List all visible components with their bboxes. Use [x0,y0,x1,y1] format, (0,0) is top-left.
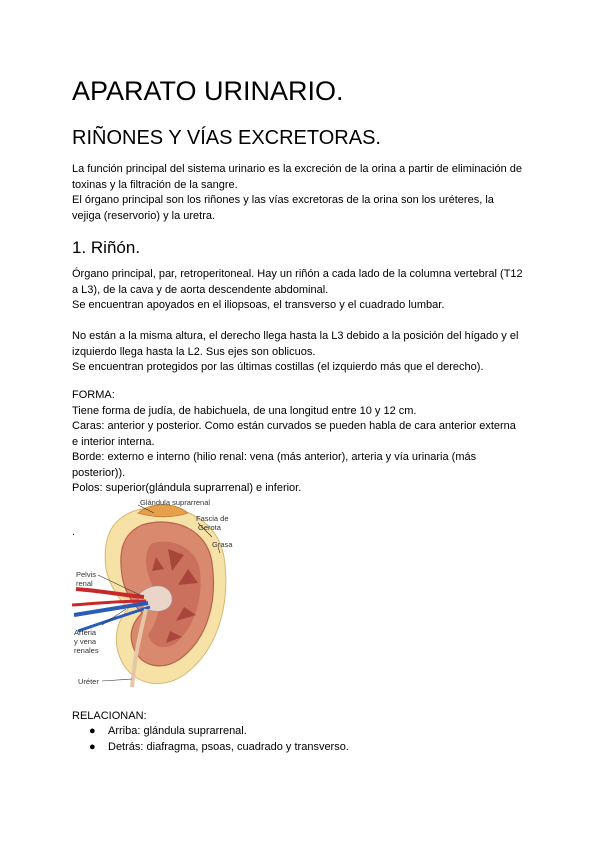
bullet-icon: ● [89,725,96,737]
text-line: Se encuentran apoyados en el iliopsoas, el transverso y el cuadrado lumbar. [72,299,445,311]
label-suprarrenal: Glándula suprarrenal [140,498,211,507]
text-line: Polos: superior(glándula suprarrenal) e inferior. [72,482,302,494]
label-fascia-1: Fascia de [196,514,229,523]
label-arteria-2: y vena [74,637,97,646]
paragraph-organo [72,267,532,314]
label-arteria-3: renales [74,646,99,655]
stray-dot: . [72,526,76,538]
page-title: APARATO URINARIO. [72,76,344,106]
paragraph-altura [72,329,532,376]
label-ureter: Uréter [78,677,99,686]
list-item [72,740,349,756]
label-pelvis-1: Pelvis [76,570,97,579]
text-line: Borde: externo e interno (hilio renal: vena (más anterior), arteria y vía urinaria (más [72,451,477,463]
label-grasa: Grasa [212,540,233,549]
list-item-text: Arriba: glándula suprarrenal. [108,725,247,737]
text-line: Órgano principal, par, retroperitoneal. Hay un riñón a cada lado de la columna vertebral (T12 [72,268,523,280]
text-line: Se encuentran protegidos por las últimas costillas (el izquierdo más que el derecho). [72,361,484,373]
bullet-icon: ● [89,740,96,753]
label-fascia-2: Gerota [198,523,221,532]
text-line: El órgano principal son los riñones y las vías excretoras de la orina son los uréteres, la [72,194,494,206]
text-line: toxinas y la filtración de la sangre. [72,178,238,191]
section-heading-rinon: 1. Riñón. [72,238,141,257]
text-line: No están a la misma altura, el derecho llega hasta la L3 debido a la posición del hígado y el [72,330,519,342]
text-line: Caras: anterior y posterior. Como están curvados se pueden habla de cara anterior externa [72,420,516,432]
text-line: vejiga (reservorio) y la uretra. [72,209,216,222]
text-line: e interior interna. [72,435,155,448]
text-line: posterior)). [72,466,126,479]
text-line: izquierdo llega hasta la L2. Sus ejes son oblicuos. [72,345,316,358]
label-arteria-1: Arteria [74,628,97,637]
paragraph-forma [72,388,532,497]
text-line: Tiene forma de judía, de habichuela, de una longitud entre 10 y 12 cm. [72,404,417,417]
intro-paragraph [72,162,532,224]
text-line: a L3), de la cava y de aorta descendente abdominal. [72,283,329,296]
text-line: RELACIONAN: [72,710,147,722]
text-line: FORMA: [72,389,115,401]
kidney-illustration [72,497,262,693]
list-item-text: Detrás: diafragma, psoas, cuadrado y transverso. [108,740,349,753]
relacionan-label [72,709,532,725]
text-line: La función principal del sistema urinario es la excreción de la orina a partir de eliminación de [72,163,523,175]
section-subtitle: RIÑONES Y VÍAS EXCRETORAS. [72,127,381,149]
label-pelvis-2: renal [76,579,93,588]
relacionan-list [72,724,349,755]
list-item [72,724,349,740]
